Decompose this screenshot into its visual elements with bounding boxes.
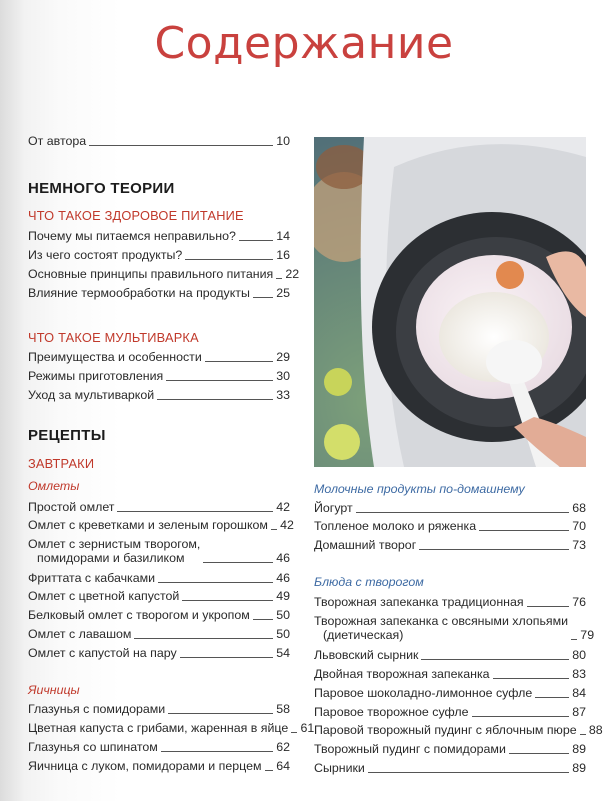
toc-entry[interactable]: Из чего состоят продукты? 16 <box>28 248 290 262</box>
toc-entry[interactable]: Преимущества и особенности 29 <box>28 350 290 364</box>
toc-entry[interactable]: Простой омлет 42 <box>28 500 290 514</box>
toc-entry[interactable]: Двойная творожная запеканка 83 <box>314 667 586 681</box>
toc-entry[interactable]: Омлет с креветками и зеленым горошком 42 <box>28 518 294 532</box>
toc-entry[interactable]: Глазунья с помидорами 58 <box>28 702 290 716</box>
page-title: Содержание <box>154 18 454 69</box>
toc-entry[interactable]: Фриттата с кабачками 46 <box>28 571 290 585</box>
toc-entry[interactable]: Топленое молоко и ряженка 70 <box>314 519 586 533</box>
section-heading-theory: НЕМНОГО ТЕОРИИ <box>28 180 175 197</box>
multicooker-rice-photo <box>314 137 586 467</box>
toc-entry[interactable]: Омлет с цветной капустой 49 <box>28 589 290 603</box>
toc-entry[interactable]: Домашний творог 73 <box>314 538 586 552</box>
toc-entry[interactable]: Почему мы питаемся неправильно? 14 <box>28 229 290 243</box>
toc-entry[interactable]: Паровое шоколадно-лимонное суфле 84 <box>314 686 586 700</box>
toc-entry[interactable]: Творожная запеканка традиционная 76 <box>314 595 586 609</box>
toc-entry[interactable]: Уход за мультиваркой 33 <box>28 388 290 402</box>
toc-entry[interactable]: Цветная капуста с грибами, жаренная в яйце 61 <box>28 721 315 735</box>
category-heading-fried-eggs: Яичницы <box>28 683 80 697</box>
photo-illustration <box>314 137 586 467</box>
toc-entry[interactable]: Сырники 89 <box>314 761 586 775</box>
subsection-heading-breakfast: ЗАВТРАКИ <box>28 456 95 471</box>
subsection-heading-healthy: ЧТО ТАКОЕ ЗДОРОВОЕ ПИТАНИЕ <box>28 208 244 223</box>
toc-entry[interactable]: Творожная запеканка с овсяными хлопьями (диетическая) 79 <box>314 614 595 642</box>
toc-entry[interactable]: Яичница с луком, помидорами и перцем 64 <box>28 759 290 773</box>
toc-entry[interactable]: Творожный пудинг с помидорами 89 <box>314 742 586 756</box>
toc-entry[interactable]: От автора 10 <box>28 134 290 148</box>
category-heading-dairy: Молочные продукты по-домашнему <box>314 482 525 496</box>
toc-entry[interactable]: Омлет с капустой на пару 54 <box>28 646 290 660</box>
category-heading-omelets: Омлеты <box>28 479 80 493</box>
toc-entry[interactable]: Глазунья со шпинатом 62 <box>28 740 290 754</box>
toc-entry[interactable]: Омлет с лавашом 50 <box>28 627 290 641</box>
toc-entry[interactable]: Омлет с зернистым творогом, помидорами и базиликом 46 <box>28 537 290 565</box>
category-heading-cottage-cheese: Блюда с творогом <box>314 575 424 589</box>
toc-entry[interactable]: Паровое творожное суфле 87 <box>314 705 586 719</box>
toc-entry[interactable]: Влияние термообработки на продукты 25 <box>28 286 290 300</box>
toc-entry[interactable]: Основные принципы правильного питания 22 <box>28 267 300 281</box>
toc-entry[interactable]: Паровой творожный пудинг с яблочным пюре 88 <box>314 723 603 737</box>
toc-entry[interactable]: Режимы приготовления 30 <box>28 369 290 383</box>
subsection-heading-multicooker: ЧТО ТАКОЕ МУЛЬТИВАРКА <box>28 330 199 345</box>
toc-entry[interactable]: Львовский сырник 80 <box>314 648 586 662</box>
toc-entry[interactable]: Йогурт 68 <box>314 501 586 515</box>
toc-entry[interactable]: Белковый омлет с творогом и укропом 50 <box>28 608 290 622</box>
section-heading-recipes: РЕЦЕПТЫ <box>28 427 106 444</box>
